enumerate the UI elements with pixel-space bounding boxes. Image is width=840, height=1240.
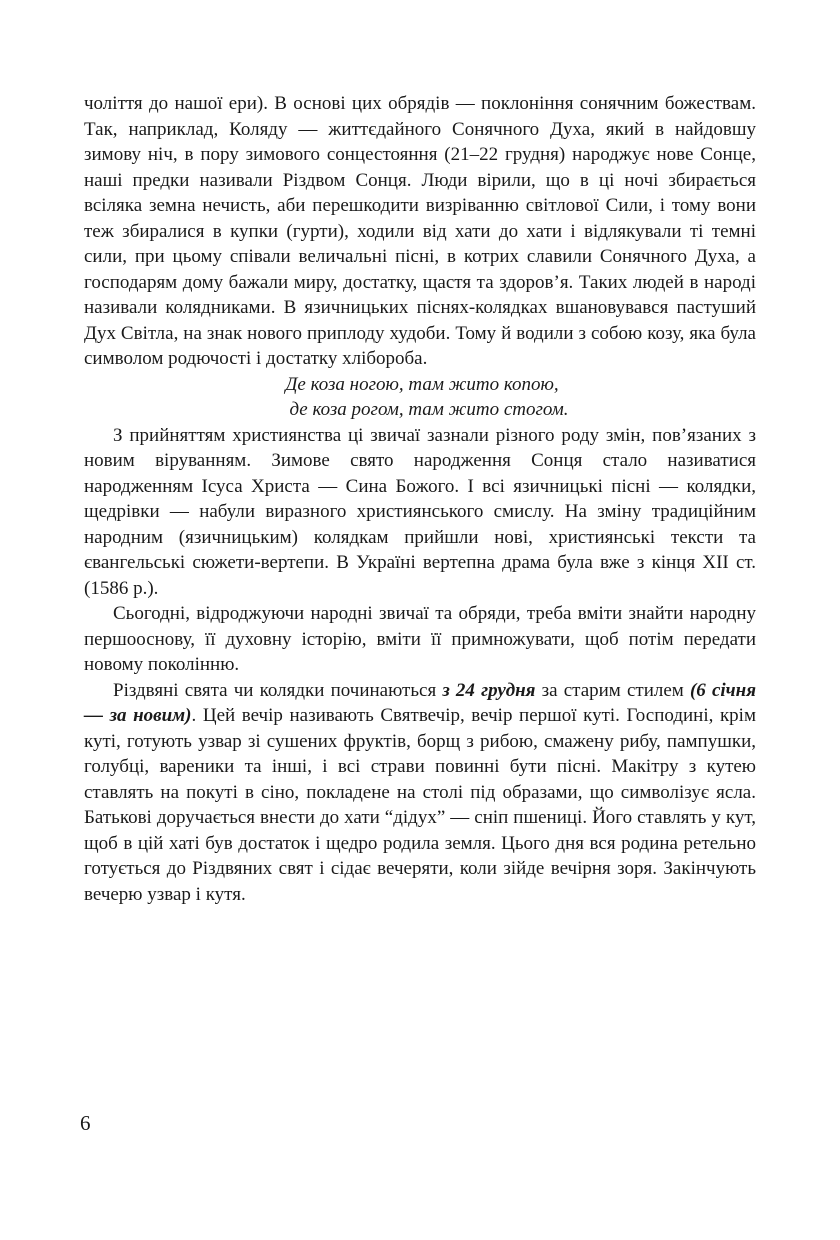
paragraph-today: Сьогодні, відроджуючи народні звичаї та обряди, треба вміти знайти народну першооснову, її духовну історію, вміти її примножувати, щоб потім передати новому поколінню. — [84, 603, 756, 675]
folk-verse — [84, 372, 756, 423]
verse-line-1: Де коза ногою, там жито копою, — [285, 373, 559, 395]
christmas-eve-style: за старим стилем — [535, 679, 690, 701]
christmas-eve-intro: Різдвяні свята чи колядки починаються — [113, 679, 443, 701]
date-old-style: з 24 грудня — [442, 679, 536, 701]
paragraph-pre-christian-rites: чоліття до нашої ери). В основі цих обрядів — поклоніння сонячним божествам. Так, наприклад, Коляду — життєдайного Сонячного Духа, який в найдовшу зимову ніч, в пору зимового сонцестояння (21–22 грудня) народжує нове Сонце, наші предки називали Різдвом Сонця. Люди вірили, що в ці ночі збирається всіляка земна нечисть, аби перешкодити визріванню світлової Сили, і тому вони теж збиралися в купки (гурти), ходили від хати до хати і відлякували ті темні сили, при цьому співали величальні пісні, в котрих славили Сонячного Духа, а господарям дому бажали миру, достатку, щастя та здоров’я. Таких людей в народі називали колядниками. В язичницьких піснях-колядках вшановувався пастуший Дух Світла, на знак нового приплоду худоби. Тому й водили з собою козу, яка була символом родючості і достатку хлібороба. — [84, 93, 756, 369]
paragraph-christianity: З прийняттям християнства ці звичаї зазнали різного роду змін, пов’язаних з новим віруванням. Зимове свято народження Сонця стало називатися народженням Ісуса Христа — Сина Божого. І всі язичницькі пісні — колядки, щедрівки — набули виразного християнського смислу. На зміну традиційним народним (язичницьким) колядкам прийшли нові, християнські тексти та євангельські сюжети-вертепи. В Україні вертепна драма була вже з кінця XII ст. (1586 р.). — [84, 424, 756, 599]
christmas-eve-description: . Цей вечір називають Святвечір, вечір першої куті. Господині, крім куті, готують узвар зі сушених фруктів, борщ з рибою, смажену рибу, пампушки, голубці, вареники та інші, і всі страви повинні бути пісні. Макітру з кутею ставлять на покуті в сіно, покладене на столі під образами, що символізує ясла. Батькові доручається внести до хати “дідух” — сніп пшениці. Його ставлять у кут, щоб в цій хаті був достаток і щедро родила земля. Цього дня вся родина ретельно готується до Різдвяних свят і сідає вечеряти, коли зійде вечірня зоря. Закінчують вечерю узвар і кутя. — [84, 705, 756, 905]
body-text — [84, 91, 756, 907]
paragraph-christmas-eve — [84, 678, 756, 908]
date-new-style: (6 січня — за новим) — [84, 679, 756, 726]
page-number: 6 — [80, 1111, 91, 1135]
verse-line-2: де коза рогом, там жито стогом. — [289, 399, 569, 420]
